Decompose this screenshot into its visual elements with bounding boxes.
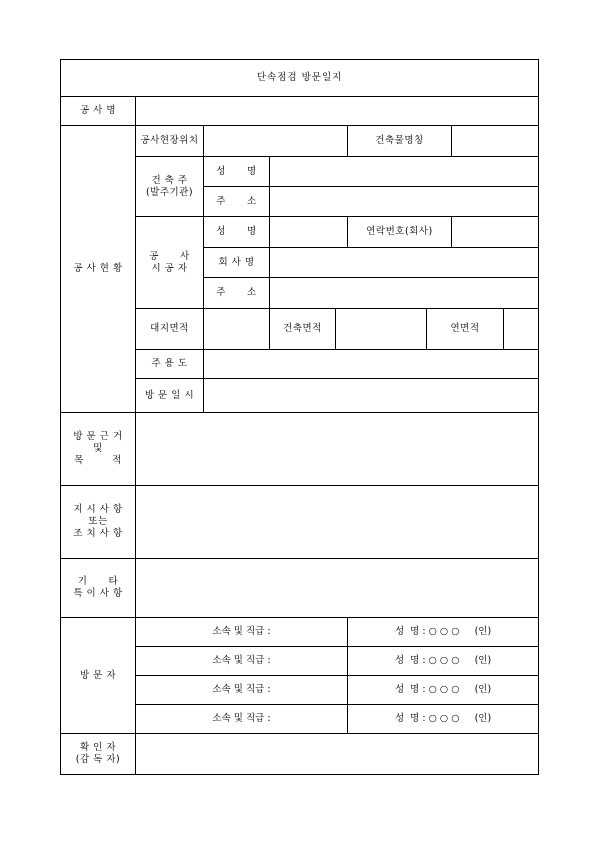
contractor-phone-field[interactable] xyxy=(452,217,539,248)
visit-reason-label xyxy=(61,413,136,486)
contractor-name-label: 성 명 xyxy=(204,217,270,248)
contractor-address-field[interactable] xyxy=(270,278,539,309)
visit-reason-field[interactable] xyxy=(136,413,539,486)
inspection-visit-log-form xyxy=(60,59,539,775)
contractor-label-line1: 공 사 xyxy=(149,250,190,262)
site-location-label: 공사현장위치 xyxy=(136,126,204,157)
contractor-company-field[interactable] xyxy=(270,248,539,278)
owner-name-label: 성 명 xyxy=(204,157,270,187)
visit-datetime-field[interactable] xyxy=(204,379,539,413)
instructions-label xyxy=(61,486,136,559)
confirmer-label-line2: (감 독 자) xyxy=(75,754,121,765)
visitor-signature-field[interactable]: 성 명 : ○ ○ ○ (인) xyxy=(348,647,539,676)
confirmer-label xyxy=(61,734,136,775)
building-area-field[interactable] xyxy=(336,309,427,350)
floor-area-field[interactable] xyxy=(504,309,539,350)
form-title: 단속점검 방문일지 xyxy=(61,60,539,97)
instructions-label-line1: 지 시 사 항 xyxy=(73,504,123,516)
usage-label: 주 용 도 xyxy=(136,350,204,379)
owner-address-label: 주 소 xyxy=(204,187,270,217)
visit-datetime-label: 방 문 일 시 xyxy=(136,379,204,413)
owner-name-field[interactable] xyxy=(270,157,539,187)
building-name-label: 건축물명칭 xyxy=(348,126,452,157)
confirmer-label-line1: 확 인 자 xyxy=(79,742,117,754)
contractor-label-line2: 시 공 자 xyxy=(151,262,188,274)
owner-label-line1: 건 축 주 xyxy=(151,174,188,186)
visitor-signature-field[interactable]: 성 명 : ○ ○ ○ (인) xyxy=(348,618,539,647)
instructions-label-line3: 조 치 사 항 xyxy=(73,527,123,539)
visitor-affiliation-field[interactable]: 소속 및 직급 : xyxy=(136,647,348,676)
contractor-label xyxy=(136,217,204,309)
other-notes-label xyxy=(61,559,136,618)
other-notes-label-line2: 특 이 사 항 xyxy=(73,588,123,599)
instructions-label-line2: 또는 xyxy=(88,516,108,528)
other-notes-field[interactable] xyxy=(136,559,539,618)
instructions-field[interactable] xyxy=(136,486,539,559)
site-location-field[interactable] xyxy=(204,126,348,157)
visit-reason-label-line2: 및 xyxy=(93,443,103,455)
building-area-label: 건축면적 xyxy=(270,309,336,350)
visit-reason-label-line1: 방 문 근 거 xyxy=(73,431,123,443)
contractor-company-label: 회 사 명 xyxy=(204,248,270,278)
site-name-field[interactable] xyxy=(136,97,539,126)
visitor-affiliation-field[interactable]: 소속 및 직급 : xyxy=(136,676,348,705)
owner-label-line2: (발주기관) xyxy=(145,186,194,198)
land-area-label: 대지면적 xyxy=(136,309,204,350)
usage-field[interactable] xyxy=(204,350,539,379)
confirmer-field[interactable] xyxy=(136,734,539,775)
visitor-affiliation-field[interactable]: 소속 및 직급 : xyxy=(136,618,348,647)
visit-reason-label-line3: 목 적 xyxy=(74,454,122,466)
site-status-label: 공 사 현 황 xyxy=(61,126,136,413)
visitor-signature-field[interactable]: 성 명 : ○ ○ ○ (인) xyxy=(348,705,539,734)
visitors-label: 방 문 자 xyxy=(61,618,136,734)
other-notes-label-line1: 기 타 xyxy=(77,576,119,588)
owner-label xyxy=(136,157,204,217)
contractor-name-field[interactable] xyxy=(270,217,348,248)
land-area-field[interactable] xyxy=(204,309,270,350)
owner-address-field[interactable] xyxy=(270,187,539,217)
visitor-signature-field[interactable]: 성 명 : ○ ○ ○ (인) xyxy=(348,676,539,705)
contractor-phone-label: 연락번호(회사) xyxy=(348,217,452,248)
building-name-field[interactable] xyxy=(452,126,539,157)
visitor-affiliation-field[interactable]: 소속 및 직급 : xyxy=(136,705,348,734)
site-name-label: 공 사 명 xyxy=(61,97,136,126)
floor-area-label: 연면적 xyxy=(427,309,504,350)
contractor-address-label: 주 소 xyxy=(204,278,270,309)
